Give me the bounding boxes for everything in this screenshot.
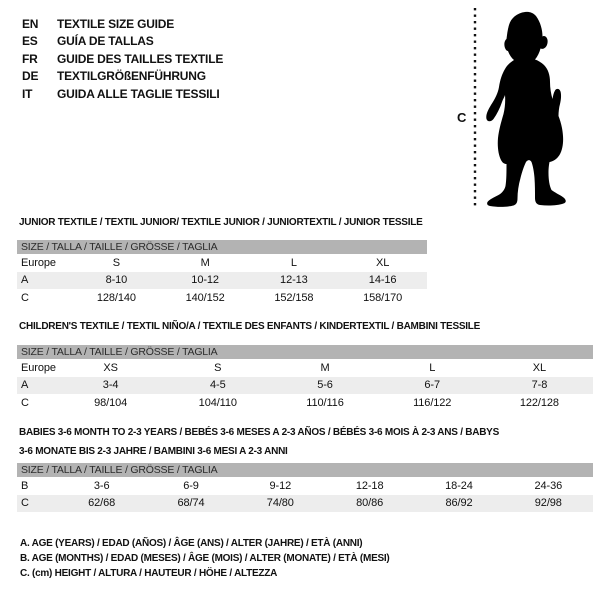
- row-label: A: [21, 274, 29, 287]
- table-cell: 8-10: [105, 274, 128, 287]
- row-label: A: [21, 379, 29, 392]
- table-cell: 12-18: [355, 479, 384, 492]
- table-row: [17, 477, 593, 495]
- language-code: EN: [22, 16, 39, 31]
- table-cell: 6-7: [424, 379, 441, 392]
- table-title: BABIES 3-6 MONTH TO 2-3 YEARS / BEBÉS 3-6 MESES A 2-3 AÑOS / BÉBÉS 3-6 MOIS À 2-3 ANS / BABYS 3-6 MONATE BIS 2-3 JAHRE / BAMBINI 3-6 MESI A 2-3 ANNI: [19, 427, 500, 457]
- table-row: [17, 359, 593, 377]
- language-code: IT: [22, 86, 33, 101]
- size-table: [17, 424, 593, 512]
- table-cell: 140/152: [185, 291, 225, 304]
- table-cell: 110/116: [306, 396, 344, 409]
- table-cell: 3-6: [93, 479, 110, 492]
- row-label: Europe: [21, 361, 56, 374]
- table-cell: 68/74: [177, 497, 205, 510]
- table-cell: 4-5: [210, 379, 226, 392]
- language-code: ES: [22, 34, 38, 49]
- table-cell: 74/80: [266, 497, 294, 510]
- table-cell: M: [200, 256, 210, 269]
- table-row: [17, 377, 593, 395]
- table-cell: 7-8: [531, 379, 548, 392]
- footnotes: [20, 536, 390, 582]
- footnote-line: A. AGE (YEARS) / EDAD (AÑOS) / ÂGE (ANS) / ALTER (JAHRE) / ETÀ (ANNI): [20, 538, 363, 549]
- baby-silhouette-icon: [486, 12, 565, 207]
- size-table: [17, 217, 427, 307]
- table-cell: 6-9: [183, 479, 199, 492]
- table-row: [17, 394, 593, 412]
- language-title: GUÍA DE TALLAS: [57, 34, 154, 49]
- table-row: [17, 495, 593, 513]
- row-label: B: [21, 479, 29, 492]
- table-cell: 3-4: [102, 379, 119, 392]
- language-list: [22, 15, 223, 103]
- language-row: [22, 33, 223, 51]
- table-cell: 122/128: [519, 396, 559, 409]
- footnote-line: B. AGE (MONTHS) / EDAD (MESES) / ÂGE (MOIS) / ALTER (MONATE) / ETÀ (MESI): [20, 553, 390, 565]
- table-cell: 86/92: [445, 497, 473, 510]
- table-row: [17, 272, 427, 290]
- size-header-bar: SIZE / TALLA / TAILLE / GRÖSSE / TAGLIA: [17, 463, 593, 477]
- table-cell: 12-13: [280, 274, 308, 287]
- table-cell: 128/140: [96, 291, 136, 304]
- table-row: [17, 254, 427, 272]
- table-cell: XL: [375, 256, 390, 269]
- table-cell: S: [112, 256, 120, 269]
- table-cell: 24-36: [534, 479, 563, 492]
- table-cell: 10-12: [191, 274, 219, 287]
- table-cell: XS: [103, 361, 118, 374]
- language-row: [22, 15, 223, 33]
- language-row: [22, 85, 223, 103]
- language-title: GUIDE DES TAILLES TEXTILE: [57, 51, 224, 66]
- language-code: DE: [22, 69, 39, 84]
- table-cell: 98/104: [94, 396, 128, 409]
- table-cell: L: [290, 256, 297, 269]
- row-label: C: [21, 396, 29, 409]
- table-cell: 5-6: [317, 379, 333, 392]
- language-title: TEXTILE SIZE GUIDE: [57, 16, 175, 31]
- table-cell: 104/110: [198, 396, 237, 409]
- table-cell: XL: [532, 361, 547, 374]
- table-cell: 92/98: [534, 497, 562, 510]
- table-cell: 80/86: [356, 497, 384, 510]
- table-cell: 116/122: [413, 396, 452, 409]
- table-title: CHILDREN'S TEXTILE / TEXTIL NIÑO/A / TEXTILE DES ENFANTS / KINDERTEXTIL / BAMBINI TESSILE: [19, 321, 481, 332]
- row-label: C: [21, 497, 29, 510]
- row-label: C: [21, 291, 29, 304]
- table-row: [17, 289, 427, 307]
- row-label: Europe: [21, 256, 56, 269]
- height-label-c: C: [457, 110, 467, 125]
- size-table: [17, 321, 593, 412]
- table-cell: 62/68: [88, 497, 116, 510]
- language-code: FR: [22, 51, 38, 66]
- language-title: GUIDA ALLE TAGLIE TESSILI: [57, 86, 220, 101]
- table-cell: L: [429, 361, 436, 374]
- table-cell: 14-16: [368, 274, 397, 287]
- table-title: JUNIOR TEXTILE / TEXTIL JUNIOR/ TEXTILE JUNIOR / JUNIORTEXTIL / JUNIOR TESSILE: [19, 217, 423, 228]
- table-cell: 9-12: [269, 479, 292, 492]
- size-header-bar: SIZE / TALLA / TAILLE / GRÖSSE / TAGLIA: [17, 345, 593, 359]
- table-cell: M: [320, 361, 330, 374]
- table-cell: 152/158: [274, 291, 314, 304]
- language-row: [22, 68, 223, 86]
- baby-figure: [445, 0, 600, 215]
- table-cell: S: [214, 361, 222, 374]
- table-cell: 18-24: [445, 479, 473, 492]
- table-cell: 158/170: [363, 291, 403, 304]
- size-header-bar: SIZE / TALLA / TAILLE / GRÖSSE / TAGLIA: [17, 240, 427, 254]
- language-row: [22, 50, 223, 68]
- language-title: TEXTILGRÖßENFÜHRUNG: [57, 69, 206, 84]
- footnote-line: C. (cm) HEIGHT / ALTURA / HAUTEUR / HÖHE / ALTEZZA: [20, 568, 278, 580]
